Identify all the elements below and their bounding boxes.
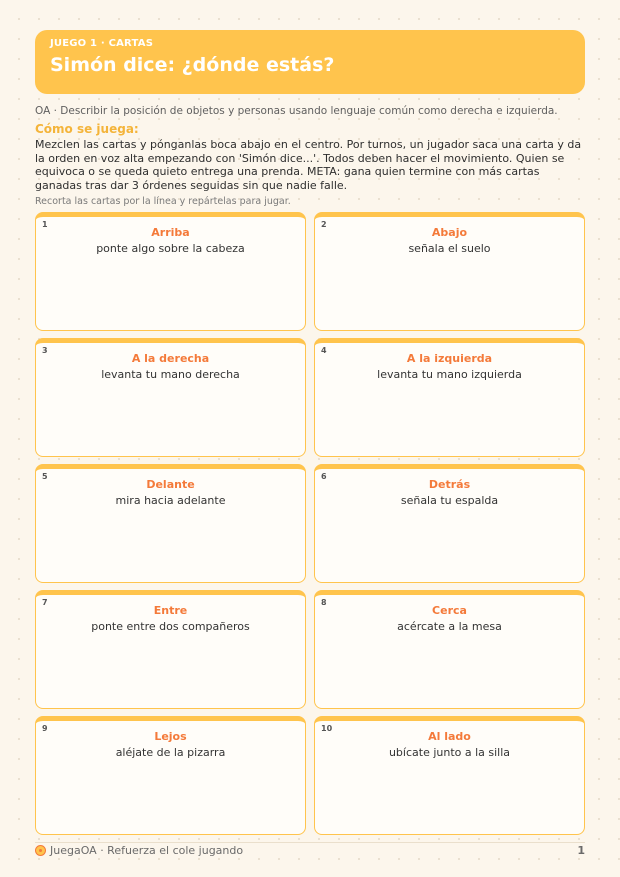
card xyxy=(35,338,306,457)
card-number: 6 xyxy=(321,472,327,481)
card-label: Abajo xyxy=(431,226,468,239)
card-instruction: ponte algo sobre la cabeza xyxy=(96,242,245,255)
game-kicker: JUEGO 1 · CARTAS xyxy=(50,38,154,49)
card-instruction: acércate a la mesa xyxy=(397,620,502,633)
card-number: 5 xyxy=(42,472,48,481)
card-instruction: señala el suelo xyxy=(408,242,491,255)
card-instruction: mira hacia adelante xyxy=(115,494,226,507)
card xyxy=(314,464,585,583)
target-logo-icon xyxy=(35,845,46,856)
card-number: 10 xyxy=(321,724,333,733)
card-number: 1 xyxy=(42,220,48,229)
card-label: Detrás xyxy=(428,478,471,491)
card-label: Arriba xyxy=(151,226,190,239)
card-label: A la izquierda xyxy=(406,352,493,365)
card-number: 8 xyxy=(321,598,327,607)
card-label: Cerca xyxy=(432,604,467,617)
page-number: 1 xyxy=(577,844,585,857)
card-number: 3 xyxy=(42,346,48,355)
card xyxy=(35,212,306,331)
card-number: 9 xyxy=(42,724,48,733)
card-label: Entre xyxy=(153,604,188,617)
footer xyxy=(35,842,585,863)
instructions-text: Mezclen las cartas y pónganlas boca abajo en el centro. Por turnos, un jugador saca una carta y da la orden en voz alta empezando con 'Simón dice...'. Todos deben hacer el movimiento. Quien se equivoca o se queda quieto entrega una prenda. META: gana quien termine con más cartas ganadas tras dar 3 órdenes seguidas sin que nadie falle. xyxy=(35,138,582,192)
card-label: A la derecha xyxy=(131,352,210,365)
card-instruction: levanta tu mano izquierda xyxy=(377,368,522,381)
card xyxy=(35,716,306,835)
card xyxy=(314,338,585,457)
page-title: Simón dice: ¿dónde estás? xyxy=(50,54,335,76)
card-instruction: ponte entre dos compañeros xyxy=(91,620,250,633)
card-instruction: ubícate junto a la silla xyxy=(388,746,511,759)
card xyxy=(35,590,306,709)
card xyxy=(314,716,585,835)
card xyxy=(314,212,585,331)
how-to-play-title: Cómo se juega: xyxy=(35,122,139,136)
footer-brand: JuegaOA · Refuerza el cole jugando xyxy=(50,844,244,857)
card-label: Al lado xyxy=(428,730,471,743)
card-instruction: aléjate de la pizarra xyxy=(115,746,226,759)
card-number: 2 xyxy=(321,220,327,229)
page-content xyxy=(35,30,585,208)
card xyxy=(35,464,306,583)
card-label: Delante xyxy=(146,478,195,491)
card-instruction: señala tu espalda xyxy=(400,494,499,507)
header-banner xyxy=(35,30,585,94)
card-instruction: levanta tu mano derecha xyxy=(101,368,240,381)
card xyxy=(314,590,585,709)
learning-objective: OA · Describir la posición de objetos y personas usando lenguaje común como derecha e izquierda. xyxy=(35,105,558,117)
cut-note: Recorta las cartas por la línea y repártelas para jugar. xyxy=(35,196,291,208)
card-number: 7 xyxy=(42,598,48,607)
card-number: 4 xyxy=(321,346,327,355)
card-label: Lejos xyxy=(154,730,187,743)
